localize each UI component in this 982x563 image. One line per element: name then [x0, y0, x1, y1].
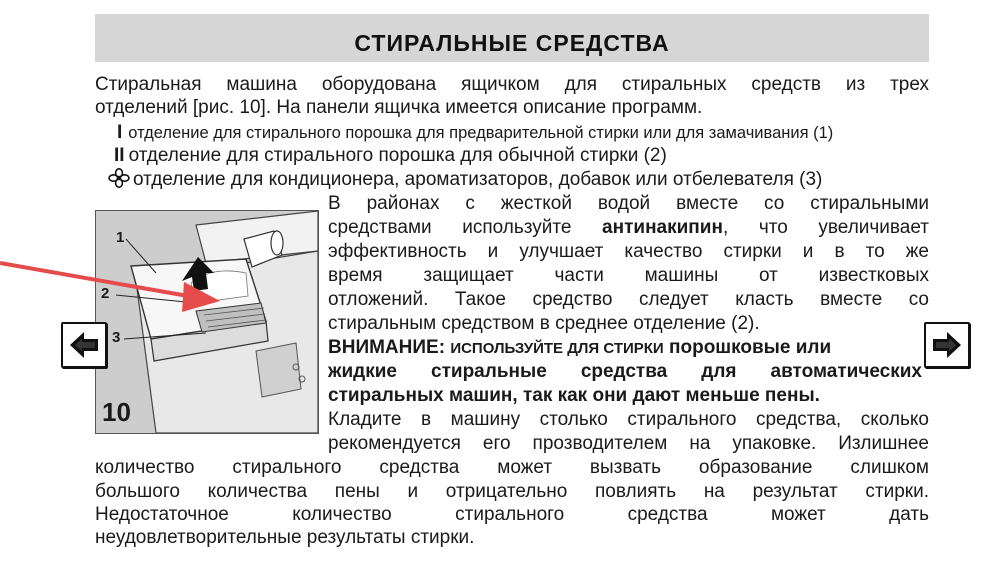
- pointer-arrow: [0, 230, 260, 320]
- dosage-line-4: большого количества пены и отрицательно повлиять на результат стирки.: [95, 481, 929, 502]
- compartment-text-3: отделение для кондиционера, ароматизаторов, добавок или отбелевателя (3): [133, 169, 823, 190]
- compartment-item-3: [108, 168, 822, 194]
- arrow-left-icon: [68, 329, 100, 361]
- hard-water-line-4: время защищает части машины от известковых: [328, 265, 929, 286]
- compartment-marker-1: I: [117, 122, 123, 143]
- arrow-right-icon: [931, 329, 963, 361]
- figure-number: 10: [102, 397, 131, 427]
- warning-line-2: жидкие стиральные средства для автоматических: [328, 361, 922, 382]
- hard-water-line-5: отложений. Такое средство следует класть вместе со: [328, 289, 929, 310]
- next-page-button[interactable]: [924, 322, 970, 368]
- hard-water-text: , что увеличивает: [722, 217, 930, 238]
- dosage-line-2: рекомендуется его прозводителем на упаковке. Излишнее: [328, 433, 929, 454]
- hard-water-text: средствами используйте: [328, 217, 603, 238]
- hard-water-line-6: стиральным средством в среднее отделение (2).: [328, 313, 760, 334]
- warning-smallcaps: ИСПОЛЬЗУЙТЕ ДЛЯ СТИРКИ: [450, 340, 664, 357]
- flower-icon: [108, 168, 130, 194]
- hard-water-line-3: эффективность и улучшает качество стирки и в то же: [328, 241, 929, 262]
- compartment-marker-2: II: [114, 145, 125, 166]
- compartment-text-1: отделение для стирального порошка для предварительной стирки или для замачивания (1): [128, 124, 834, 142]
- compartment-item-2: [114, 144, 667, 167]
- warning-line-1: [328, 336, 918, 360]
- callout-label-3: 3: [112, 329, 121, 346]
- hard-water-line-1: В районах с жесткой водой вместе со стиральными: [328, 193, 929, 214]
- dosage-line-5: Недостаточное количество стирального средства может дать: [95, 504, 929, 525]
- warning-line-3: стиральных машин, так как они дают меньше пены.: [328, 385, 820, 406]
- intro-line-2: отделений [рис. 10]. На панели ящичка имеется описание программ.: [95, 97, 703, 118]
- compartment-item-1: [117, 121, 833, 145]
- warning-tail: порошковые или: [669, 337, 832, 358]
- intro-line-1: Стиральная машина оборудована ящичком для стиральных средств из трех: [95, 74, 929, 95]
- warning-label: ВНИМАНИЕ:: [328, 337, 446, 358]
- dosage-line-6: неудовлетворительные результаты стирки.: [95, 527, 475, 548]
- prev-page-button[interactable]: [61, 322, 107, 368]
- dosage-line-1: Кладите в машину столько стирального средства, сколько: [328, 409, 929, 430]
- callout-label-1: 1: [116, 229, 125, 246]
- compartment-text-2: отделение для стирального порошка для обычной стирки (2): [128, 145, 667, 166]
- antiscale-term: антинакипин: [602, 217, 723, 238]
- section-header: [95, 14, 929, 62]
- hard-water-line-2: [328, 216, 929, 239]
- section-title: СТИРАЛЬНЫЕ СРЕДСТВА: [354, 30, 670, 56]
- callout-label-2: 2: [101, 285, 110, 302]
- dosage-line-3: количество стирального средства может вызвать образование слишком: [95, 457, 929, 478]
